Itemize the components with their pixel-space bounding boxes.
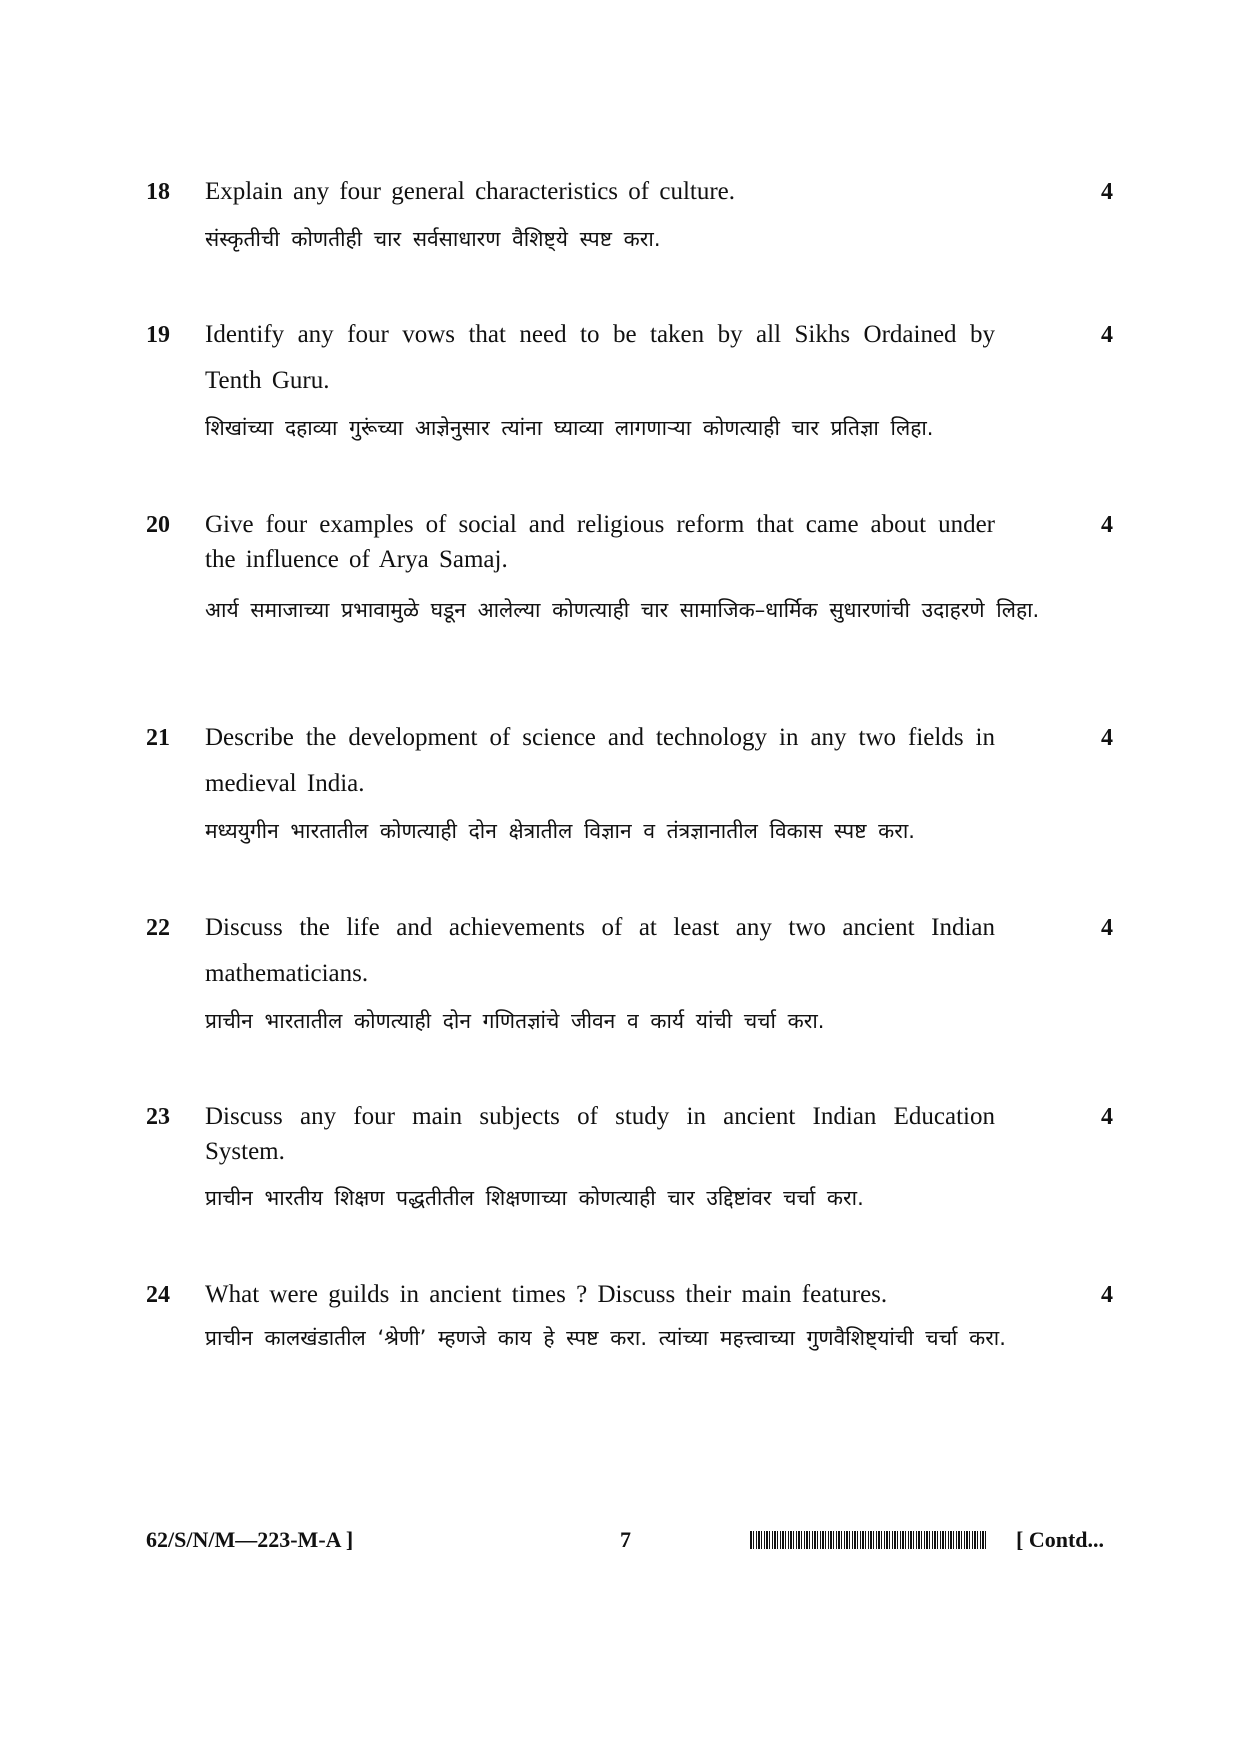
question-text-english: Give four examples of social and religious reform that came about under the influence of Arya Samaj. <box>205 511 995 573</box>
question-number: 19 <box>146 322 170 348</box>
question-text-english: Explain any four general characteristics of culture. <box>205 178 736 205</box>
question-marks: 4 <box>1101 179 1113 205</box>
question-marks: 4 <box>1101 1104 1113 1130</box>
question-number: 24 <box>146 1282 170 1308</box>
question-marks: 4 <box>1101 915 1113 941</box>
question-text-marathi: मध्ययुगीन भारतातील कोणत्याही दोन क्षेत्रातील विज्ञान व तंत्रज्ञानातील विकास स्पष्ट करा. <box>205 819 915 843</box>
question-number: 20 <box>146 512 170 538</box>
question-text-english: What were guilds in ancient times ? Discuss their main features. <box>205 1281 888 1308</box>
question-text-marathi: शिखांच्या दहाव्या गुरूंच्या आज्ञेनुसार त्यांना घ्याव्या लागणाऱ्या कोणत्याही चार प्रतिज्ञा लिहा. <box>205 416 934 440</box>
question-text-english: Discuss the life and achievements of at least any two ancient Indian mathematicians. <box>205 914 995 987</box>
question-number: 21 <box>146 725 170 751</box>
page-footer <box>0 1522 1240 1558</box>
question-number: 23 <box>146 1104 170 1130</box>
question-number: 22 <box>146 915 170 941</box>
question-number: 18 <box>146 179 170 205</box>
page-number: 7 <box>620 1527 631 1552</box>
question-text-marathi: प्राचीन भारतीय शिक्षण पद्धतीतील शिक्षणाच्या कोणत्याही चार उद्दिष्टांवर चर्चा करा. <box>205 1186 864 1210</box>
paper-code: 62/S/N/M—223-M-A ] <box>146 1527 354 1552</box>
question-text-english: Discuss any four main subjects of study in ancient Indian Education System. <box>205 1103 995 1165</box>
question-text-marathi: संस्कृतीची कोणतीही चार सर्वसाधारण वैशिष्ट्ये स्पष्ट करा. <box>205 227 661 251</box>
barcode <box>750 1531 988 1549</box>
question-marks: 4 <box>1101 1282 1113 1308</box>
question-marks: 4 <box>1101 512 1113 538</box>
question-marks: 4 <box>1101 725 1113 751</box>
question-marks: 4 <box>1101 322 1113 348</box>
question-text-english: Describe the development of science and technology in any two fields in medieval India. <box>205 724 995 797</box>
question-text-english: Identify any four vows that need to be taken by all Sikhs Ordained by Tenth Guru. <box>205 321 995 394</box>
question-text-marathi: प्राचीन भारतातील कोणत्याही दोन गणितज्ञांचे जीवन व कार्य यांची चर्चा करा. <box>205 1009 825 1033</box>
question-text-marathi: प्राचीन कालखंडातील ‘श्रेणी’ म्हणजे काय हे स्पष्ट करा. त्यांच्या महत्त्वाच्या गुणवैशिष्ट्यांची चर्चा करा. <box>205 1326 1006 1350</box>
continued-label: [ Contd... <box>1016 1527 1105 1552</box>
question-text-marathi: आर्य समाजाच्या प्रभावामुळे घडून आलेल्या कोणत्याही चार सामाजिक–धार्मिक सुधारणांची उदाहरणे लिहा. <box>205 598 1040 622</box>
